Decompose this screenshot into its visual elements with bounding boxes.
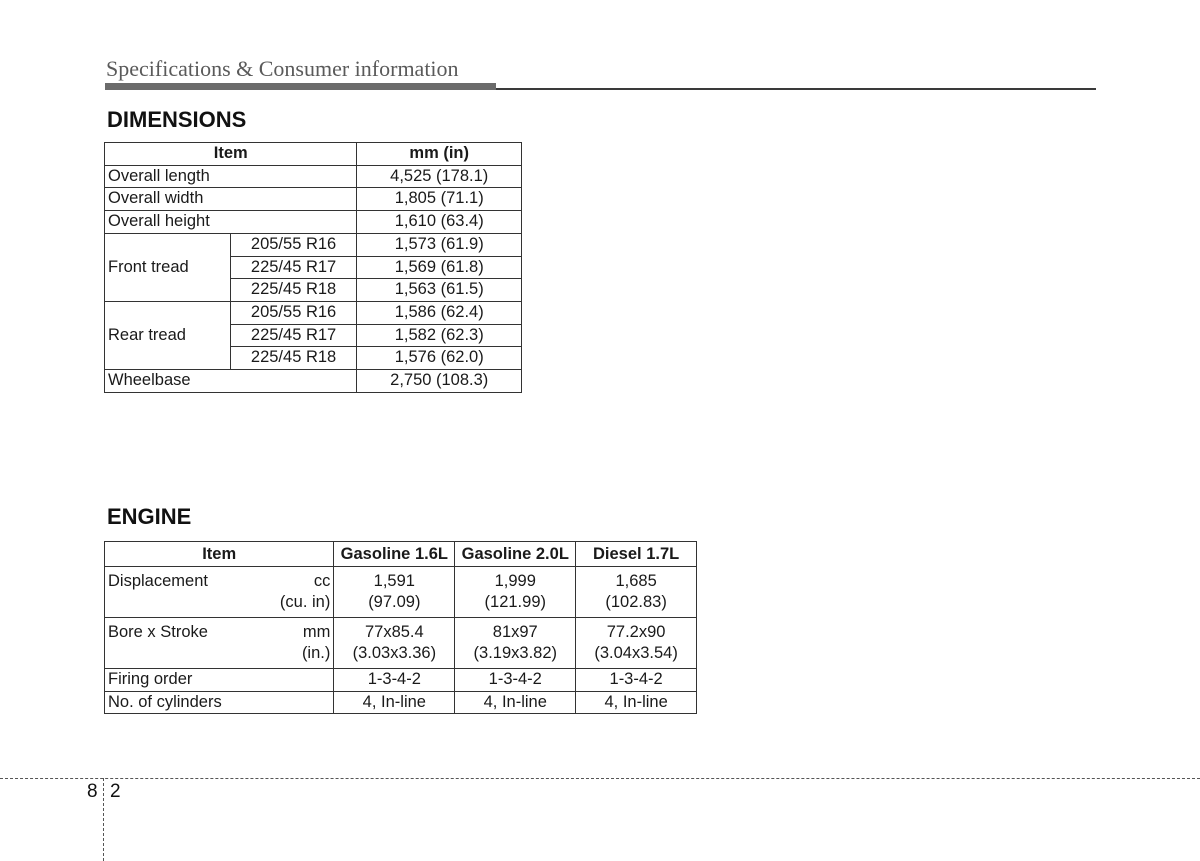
row-label: Front tread [105, 233, 231, 301]
value-cell [576, 567, 697, 618]
chapter-number: 8 [87, 781, 98, 802]
row-value: 4, In-line [455, 691, 576, 714]
tire-size: 205/55 R16 [230, 233, 357, 256]
dimensions-title: DIMENSIONS [107, 107, 247, 132]
table-row [105, 211, 522, 234]
row-value: 1-3-4-2 [334, 669, 455, 692]
value-cell [334, 567, 455, 618]
row-value: 4, In-line [334, 691, 455, 714]
table-row [105, 301, 522, 324]
header-gasoline-16: Gasoline 1.6L [334, 542, 455, 567]
row-value: 1,586 (62.4) [357, 301, 522, 324]
engine-title: ENGINE [107, 504, 192, 529]
row-label: Wheelbase [105, 370, 357, 393]
header-diesel-17: Diesel 1.7L [576, 542, 697, 567]
table-row [105, 567, 697, 618]
value-primary: 1,685 [615, 572, 657, 590]
value-cell [455, 618, 576, 669]
value-secondary: (3.04x3.54) [594, 644, 678, 662]
value-secondary: (3.19x3.82) [473, 644, 557, 662]
value-cell [576, 618, 697, 669]
header-item: Item [105, 143, 357, 166]
footer-dashed-divider [103, 778, 104, 861]
row-label: Rear tread [105, 301, 231, 369]
table-row [105, 669, 697, 692]
footer-dashed-rule [0, 778, 1200, 779]
value-secondary: (3.03x3.36) [352, 644, 437, 662]
engine-table [104, 541, 697, 714]
page-number: 2 [110, 781, 121, 802]
value-primary: 1,999 [494, 572, 536, 590]
row-value: 4,525 (178.1) [357, 165, 522, 188]
value-primary: 1,591 [373, 572, 415, 590]
row-value: 1,805 (71.1) [357, 188, 522, 211]
header-gasoline-20: Gasoline 2.0L [455, 542, 576, 567]
value-secondary: (97.09) [368, 593, 421, 611]
row-value: 1-3-4-2 [576, 669, 697, 692]
tire-size: 225/45 R17 [230, 256, 357, 279]
table-header-row [105, 542, 697, 567]
header-mm-in: mm (in) [357, 143, 522, 166]
row-value: 2,750 (108.3) [357, 370, 522, 393]
unit-secondary: (cu. in) [279, 593, 331, 611]
row-label-cell [105, 618, 334, 669]
row-label: Overall width [105, 188, 357, 211]
tire-size: 205/55 R16 [230, 301, 357, 324]
row-label: Overall height [105, 211, 357, 234]
row-label-cell [105, 567, 334, 618]
table-row [105, 618, 697, 669]
row-value: 1,582 (62.3) [357, 324, 522, 347]
value-secondary: (121.99) [484, 593, 546, 611]
unit-secondary: (in.) [301, 644, 331, 662]
value-cell [455, 567, 576, 618]
row-label: Bore x Stroke [108, 623, 208, 641]
value-secondary: (102.83) [605, 593, 667, 611]
dimensions-table [104, 142, 522, 393]
header-rule-thin [496, 88, 1096, 90]
row-value: 4, In-line [576, 691, 697, 714]
value-primary: 77x85.4 [364, 623, 424, 641]
tire-size: 225/45 R17 [230, 324, 357, 347]
value-primary: 77.2x90 [606, 623, 666, 641]
header-rule-thick [105, 83, 496, 90]
header-item: Item [105, 542, 334, 567]
table-row [105, 370, 522, 393]
row-label: Firing order [105, 669, 334, 692]
row-value: 1,573 (61.9) [357, 233, 522, 256]
row-value: 1,563 (61.5) [357, 279, 522, 302]
row-value: 1,569 (61.8) [357, 256, 522, 279]
row-value: 1,610 (63.4) [357, 211, 522, 234]
unit-primary: mm [302, 623, 331, 641]
row-label: Overall length [105, 165, 357, 188]
row-value: 1-3-4-2 [455, 669, 576, 692]
page-header-title: Specifications & Consumer information [106, 56, 459, 81]
value-primary: 81x97 [492, 623, 538, 641]
unit-primary: cc [313, 572, 331, 590]
row-label: Displacement [108, 572, 208, 590]
table-header-row [105, 143, 522, 166]
tire-size: 225/45 R18 [230, 347, 357, 370]
row-label: No. of cylinders [105, 691, 334, 714]
value-cell [334, 618, 455, 669]
table-row [105, 188, 522, 211]
table-row [105, 165, 522, 188]
table-row [105, 233, 522, 256]
row-value: 1,576 (62.0) [357, 347, 522, 370]
tire-size: 225/45 R18 [230, 279, 357, 302]
table-row [105, 691, 697, 714]
